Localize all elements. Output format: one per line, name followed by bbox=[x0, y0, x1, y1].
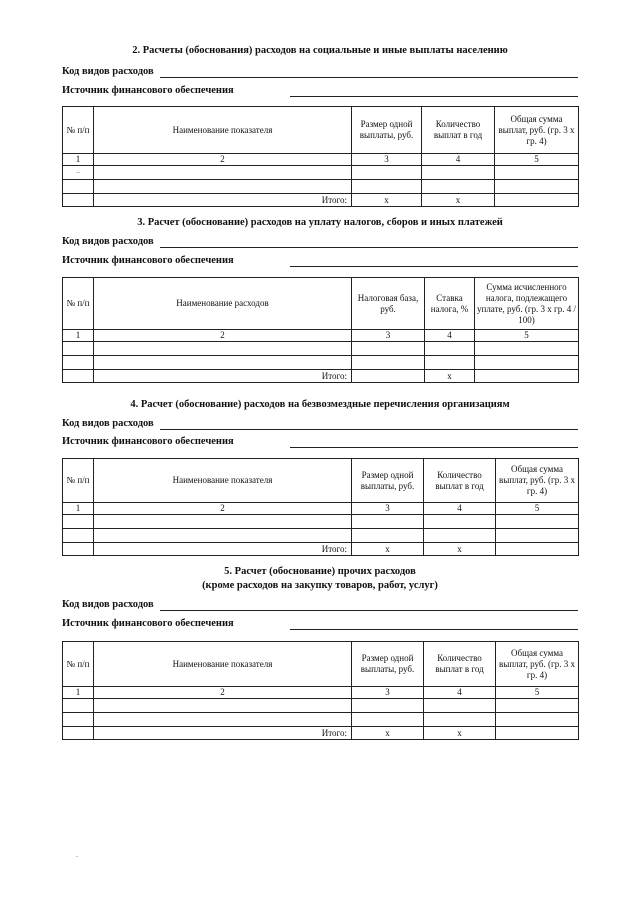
header-c4: Ставка налога, % bbox=[425, 278, 475, 330]
column-numbers-row bbox=[63, 687, 579, 699]
table-cell[interactable] bbox=[352, 515, 424, 529]
table-cell[interactable] bbox=[94, 356, 352, 370]
total-x: х bbox=[425, 370, 475, 383]
header-c5: Сумма исчисленного налога, подлежащего уплате, руб. (гр. 3 х гр. 4 / 100) bbox=[475, 278, 579, 330]
colnum-3: 3 bbox=[352, 154, 422, 166]
funding-source-line bbox=[290, 629, 578, 630]
table-header-row bbox=[63, 107, 579, 154]
total-x: х bbox=[424, 727, 496, 740]
total-label: Итого: bbox=[94, 370, 352, 383]
colnum-2: 2 bbox=[94, 687, 352, 699]
table-cell[interactable] bbox=[94, 342, 352, 356]
section-4-title: 4. Расчет (обоснование) расходов на безвозмездные перечисления организациям bbox=[130, 399, 510, 410]
expense-code-label: Код видов расходов bbox=[62, 66, 154, 77]
header-name: Наименование расходов bbox=[94, 278, 352, 330]
table-cell[interactable] bbox=[63, 342, 94, 356]
total-row bbox=[63, 370, 579, 383]
table-row bbox=[63, 342, 579, 356]
table-cell[interactable] bbox=[94, 180, 352, 194]
table-cell[interactable] bbox=[424, 713, 496, 727]
header-c5: Общая сумма выплат, руб. (гр. 3 х гр. 4) bbox=[496, 459, 579, 503]
table-header-row bbox=[63, 459, 579, 503]
colnum-2: 2 bbox=[94, 503, 352, 515]
colnum-4: 4 bbox=[424, 503, 496, 515]
funding-source-line bbox=[290, 447, 578, 448]
section-5-title-line1: 5. Расчет (обоснование) прочих расходов bbox=[224, 566, 416, 577]
header-name: Наименование показателя bbox=[94, 107, 352, 154]
section-2 bbox=[62, 44, 578, 209]
table-cell bbox=[63, 194, 94, 207]
table-cell[interactable] bbox=[63, 180, 94, 194]
column-numbers-row bbox=[63, 330, 579, 342]
funding-source-field bbox=[62, 255, 578, 269]
total-label: Итого: bbox=[94, 194, 352, 207]
funding-source-field bbox=[62, 436, 578, 450]
header-c4: Количество выплат в год bbox=[422, 107, 495, 154]
colnum-3: 3 bbox=[352, 330, 425, 342]
total-row bbox=[63, 727, 579, 740]
expense-code-line bbox=[160, 77, 578, 78]
table-row bbox=[63, 529, 579, 543]
header-name: Наименование показателя bbox=[94, 459, 352, 503]
funding-source-label: Источник финансового обеспечения bbox=[62, 85, 234, 96]
table-cell[interactable] bbox=[495, 166, 579, 180]
total-label: Итого: bbox=[94, 543, 352, 556]
table-row bbox=[63, 166, 579, 180]
column-numbers-row bbox=[63, 154, 579, 166]
table-cell[interactable] bbox=[475, 356, 579, 370]
section-2-title: 2. Расчеты (обоснования) расходов на социальные и иные выплаты населению bbox=[132, 45, 508, 56]
section-3-title: 3. Расчет (обоснование) расходов на уплату налогов, сборов и иных платежей bbox=[137, 217, 503, 228]
expense-code-field bbox=[62, 236, 578, 250]
colnum-4: 4 bbox=[424, 687, 496, 699]
table-cell[interactable] bbox=[63, 699, 94, 713]
table-cell[interactable] bbox=[496, 713, 579, 727]
table-cell[interactable] bbox=[63, 356, 94, 370]
transfers-table bbox=[62, 458, 579, 556]
table-cell[interactable] bbox=[475, 342, 579, 356]
colnum-5: 5 bbox=[495, 154, 579, 166]
table-cell[interactable] bbox=[496, 515, 579, 529]
header-c4: Количество выплат в год bbox=[424, 642, 496, 687]
expense-code-label: Код видов расходов bbox=[62, 418, 154, 429]
table-cell[interactable] bbox=[352, 180, 422, 194]
funding-source-label: Источник финансового обеспечения bbox=[62, 618, 234, 629]
total-label: Итого: bbox=[94, 727, 352, 740]
section-3 bbox=[62, 216, 578, 388]
funding-source-line bbox=[290, 96, 578, 97]
table-cell[interactable] bbox=[63, 529, 94, 543]
table-cell[interactable] bbox=[63, 166, 94, 180]
table-row bbox=[63, 180, 579, 194]
colnum-1: 1 bbox=[63, 330, 94, 342]
table-cell[interactable] bbox=[425, 356, 475, 370]
table-header-row bbox=[63, 642, 579, 687]
other-expenses-table bbox=[62, 641, 579, 740]
header-num: № п/п bbox=[63, 107, 94, 154]
table-cell[interactable] bbox=[352, 713, 424, 727]
header-c3: Размер одной выплаты, руб. bbox=[352, 642, 424, 687]
table-row bbox=[63, 713, 579, 727]
total-empty-cell[interactable] bbox=[352, 370, 425, 383]
colnum-4: 4 bbox=[422, 154, 495, 166]
table-cell[interactable] bbox=[352, 529, 424, 543]
colnum-5: 5 bbox=[496, 503, 579, 515]
table-cell[interactable] bbox=[424, 699, 496, 713]
funding-source-label: Источник финансового обеспечения bbox=[62, 255, 234, 266]
header-name: Наименование показателя bbox=[94, 642, 352, 687]
taxes-table bbox=[62, 277, 579, 383]
table-row bbox=[63, 699, 579, 713]
funding-source-label: Источник финансового обеспечения bbox=[62, 436, 234, 447]
social-payments-table bbox=[62, 106, 579, 207]
expense-code-line bbox=[160, 247, 578, 248]
header-c5: Общая сумма выплат, руб. (гр. 3 х гр. 4) bbox=[496, 642, 579, 687]
colnum-3: 3 bbox=[352, 503, 424, 515]
table-cell[interactable] bbox=[425, 342, 475, 356]
total-x: х bbox=[352, 727, 424, 740]
header-num: № п/п bbox=[63, 459, 94, 503]
expense-code-field bbox=[62, 418, 578, 432]
total-row bbox=[63, 194, 579, 207]
expense-code-field bbox=[62, 599, 578, 613]
colnum-5: 5 bbox=[496, 687, 579, 699]
colnum-1: 1 bbox=[63, 687, 94, 699]
funding-source-field bbox=[62, 618, 578, 632]
total-sum-cell[interactable] bbox=[496, 543, 579, 556]
table-cell[interactable] bbox=[496, 699, 579, 713]
header-c4: Количество выплат в год bbox=[424, 459, 496, 503]
expense-code-line bbox=[160, 610, 578, 611]
colnum-1: 1 bbox=[63, 503, 94, 515]
total-x: х bbox=[424, 543, 496, 556]
table-cell[interactable] bbox=[422, 180, 495, 194]
header-c3: Налоговая база, руб. bbox=[352, 278, 425, 330]
table-cell[interactable] bbox=[94, 515, 352, 529]
colnum-3: 3 bbox=[352, 687, 424, 699]
total-x: х bbox=[352, 194, 422, 207]
section-5-title-line2: (кроме расходов на закупку товаров, работ, услуг) bbox=[202, 580, 438, 591]
header-num: № п/п bbox=[63, 278, 94, 330]
total-sum-cell[interactable] bbox=[495, 194, 579, 207]
table-cell[interactable] bbox=[352, 166, 422, 180]
total-x: х bbox=[422, 194, 495, 207]
scan-dash: – bbox=[76, 168, 80, 176]
table-cell[interactable] bbox=[94, 166, 352, 180]
table-row bbox=[63, 515, 579, 529]
table-cell[interactable] bbox=[352, 356, 425, 370]
table-row bbox=[63, 356, 579, 370]
table-cell[interactable] bbox=[94, 713, 352, 727]
table-cell[interactable] bbox=[63, 515, 94, 529]
table-cell[interactable] bbox=[496, 529, 579, 543]
funding-source-field bbox=[62, 85, 578, 99]
expense-code-line bbox=[160, 429, 578, 430]
colnum-5: 5 bbox=[475, 330, 579, 342]
expense-code-label: Код видов расходов bbox=[62, 236, 154, 247]
header-c3: Размер одной выплаты, руб. bbox=[352, 459, 424, 503]
table-cell[interactable] bbox=[424, 529, 496, 543]
expense-code-field bbox=[62, 66, 578, 80]
total-row bbox=[63, 543, 579, 556]
funding-source-line bbox=[290, 266, 578, 267]
table-cell[interactable] bbox=[94, 699, 352, 713]
colnum-2: 2 bbox=[94, 330, 352, 342]
section-5 bbox=[62, 565, 578, 745]
total-sum-cell[interactable] bbox=[475, 370, 579, 383]
table-header-row bbox=[63, 278, 579, 330]
expense-code-label: Код видов расходов bbox=[62, 599, 154, 610]
colnum-1: 1 bbox=[63, 154, 94, 166]
column-numbers-row bbox=[63, 503, 579, 515]
colnum-4: 4 bbox=[425, 330, 475, 342]
scan-speck: . bbox=[76, 850, 78, 859]
table-cell bbox=[63, 727, 94, 740]
table-cell[interactable] bbox=[352, 342, 425, 356]
table-cell[interactable] bbox=[422, 166, 495, 180]
header-c3: Размер одной выплаты, руб. bbox=[352, 107, 422, 154]
table-cell[interactable] bbox=[352, 699, 424, 713]
table-cell[interactable] bbox=[495, 180, 579, 194]
table-cell bbox=[63, 543, 94, 556]
section-4 bbox=[62, 398, 578, 558]
table-cell bbox=[63, 370, 94, 383]
table-cell[interactable] bbox=[424, 515, 496, 529]
table-cell[interactable] bbox=[63, 713, 94, 727]
colnum-2: 2 bbox=[94, 154, 352, 166]
total-sum-cell[interactable] bbox=[496, 727, 579, 740]
header-c5: Общая сумма выплат, руб. (гр. 3 х гр. 4) bbox=[495, 107, 579, 154]
total-x: х bbox=[352, 543, 424, 556]
header-num: № п/п bbox=[63, 642, 94, 687]
table-cell[interactable] bbox=[94, 529, 352, 543]
